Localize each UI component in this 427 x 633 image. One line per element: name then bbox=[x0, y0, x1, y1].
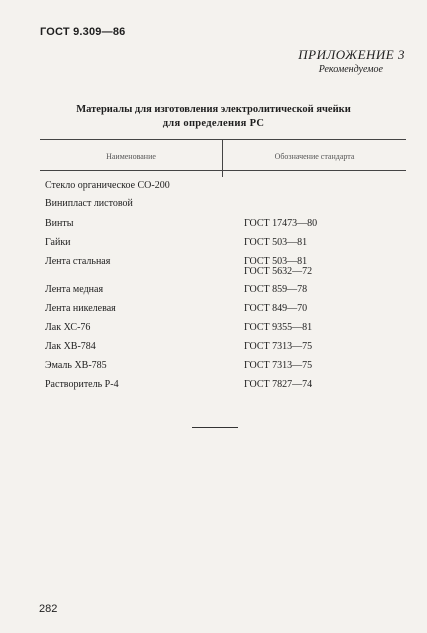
page-number: 282 bbox=[39, 603, 58, 615]
table-top-rule bbox=[40, 139, 406, 140]
row-name: Винипласт листовой bbox=[45, 198, 133, 209]
row-name: Лак ХС-76 bbox=[45, 322, 91, 333]
row-name: Эмаль ХВ-785 bbox=[45, 360, 107, 371]
row-name: Лента никелевая bbox=[45, 303, 116, 314]
table-title-line-2: для определения РС bbox=[162, 118, 265, 129]
row-standard: ГОСТ 859—78 bbox=[244, 284, 308, 295]
row-standard: ГОСТ 7827—74 bbox=[244, 379, 313, 390]
table-header-rule bbox=[40, 170, 406, 171]
row-name: Лента медная bbox=[45, 284, 104, 295]
row-name: Лента стальная bbox=[45, 256, 111, 267]
table-title-line-1: Материалы для изготовления электролитической ячейки bbox=[76, 104, 351, 115]
column-header-name: Наименование bbox=[106, 152, 156, 161]
row-standard: ГОСТ 503—81 bbox=[244, 256, 308, 267]
row-standard: ГОСТ 7313—75 bbox=[244, 341, 313, 352]
row-standard: ГОСТ 849—70 bbox=[244, 303, 308, 314]
row-standard: ГОСТ 9355—81 bbox=[244, 322, 313, 333]
row-name: Стекло органическое СО-200 bbox=[45, 180, 170, 191]
row-standard: ГОСТ 7313—75 bbox=[244, 360, 313, 371]
row-standard: ГОСТ 503—81 bbox=[244, 237, 308, 248]
row-name: Винты bbox=[45, 218, 74, 229]
appendix-title: ПРИЛОЖЕНИЕ 3 bbox=[298, 47, 405, 62]
row-name: Растворитель Р-4 bbox=[45, 379, 119, 390]
column-header-standard: Обозначение стандарта bbox=[274, 152, 355, 161]
row-standard: ГОСТ 17473—80 bbox=[244, 218, 318, 229]
appendix-subtitle: Рекомендуемое bbox=[318, 64, 383, 75]
row-name: Лак ХВ-784 bbox=[45, 341, 96, 352]
document-code-header: ГОСТ 9.309—86 bbox=[40, 26, 126, 38]
end-of-section-rule bbox=[192, 427, 238, 428]
row-name: Гайки bbox=[45, 237, 71, 248]
row-standard-secondary: ГОСТ 5632—72 bbox=[244, 266, 313, 277]
